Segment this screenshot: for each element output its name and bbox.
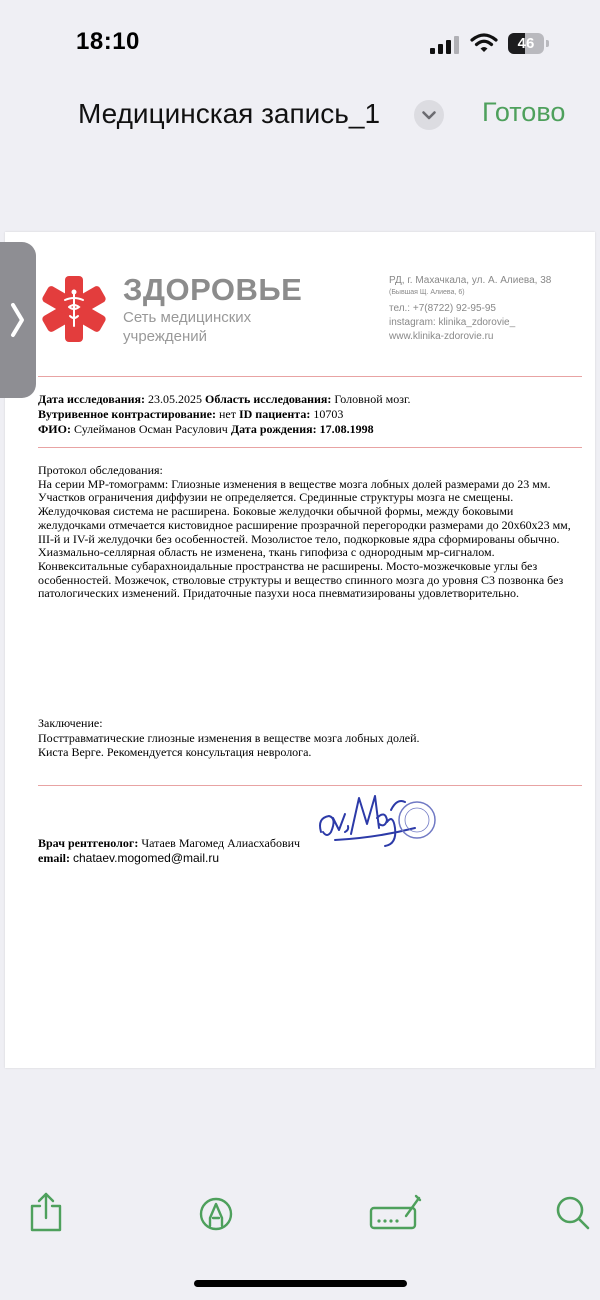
patient-info [38,392,411,437]
divider [38,785,582,786]
patient-name: Сулейманов Осман Расулович [73,422,228,436]
info-row [38,392,411,407]
brand-subtitle-line: учреждений [123,328,208,345]
protocol-line: особенностей. Мозжечок, стволовые структуры и вещество спинного мозга до уровня С3 позвонка без [38,572,564,587]
protocol-line: На серии МР-томограмм: Глиозные изменения в веществе мозга лобных долей размерами до 23 мм. [38,476,551,491]
document-page [5,232,595,1068]
medical-star-logo-icon [41,276,107,342]
birth-date-label: Дата рождения: [230,422,317,436]
divider [38,447,582,448]
clinic-address-note: (Бывшая Щ. Алиева, 6) [389,289,465,296]
markup-pen-icon [196,1190,236,1234]
doctor-section [38,836,300,866]
conclusion-title: Заключение: [38,716,103,730]
protocol-line: Конвекситальные субарахноидальные пространства не расширены. Мосто-мозжечковые углы без [38,558,538,573]
contrast-label: Вутривенное контрастирование: [38,407,216,421]
clinic-contacts [389,274,551,344]
clinic-phone: тел.: +7(8722) 92-95-95 [389,303,496,314]
protocol-line: Участков ограничения диффузии не определяется. Срединные структуры мозга не смещены. [38,490,514,505]
divider [38,376,582,377]
doctor-row [38,836,300,851]
chevron-down-icon [414,100,444,130]
bottom-toolbar [0,1190,600,1240]
protocol-line: патологических изменений. Придаточные пазухи носа пневматизированы удовлетворительно. [38,586,520,601]
conclusion-line: Киста Верге. Рекомендуется консультация невролога. [38,745,312,759]
conclusion-line: Посттравматические глиозные изменения в веществе мозга лобных долей. [38,730,420,745]
patient-id-label: ID пациента: [238,407,311,421]
signature-stamp-image [315,788,439,850]
birth-date: 17.08.1998 [319,422,374,436]
battery-tip [546,40,549,47]
protocol-line: Хиазмально-селлярная область не изменена, ткань гипофиза с однородным мр-сигналом. [38,545,495,560]
wifi-icon [470,32,498,54]
protocol-line: желудочками отмечается кистовидное расширение прозрачной перегородки размерами до 20х60х23 мм, [38,517,571,532]
protocol-section [38,464,578,601]
study-area-label: Область исследования: [205,392,332,406]
status-bar [0,0,600,80]
battery-icon [508,33,544,54]
chevron-right-icon [0,242,36,398]
title-menu-button[interactable] [414,100,444,130]
protocol-title: Протокол обследования: [38,463,163,477]
clinic-address: РД, г. Махачкала, ул. А. Алиева, 38 [389,275,552,286]
markup-button[interactable] [196,1190,236,1234]
share-icon [26,1190,66,1234]
study-date: 23.05.2025 [148,392,203,406]
battery-level: 46 [517,35,535,52]
signature-icon [368,1190,422,1234]
search-icon [552,1190,592,1234]
doctor-name: Чатаев Магомед Алиасхабович [141,836,301,850]
info-row [38,407,411,422]
share-button[interactable] [26,1190,66,1234]
cellular-signal-icon [430,36,460,54]
patient-id: 10703 [313,407,344,421]
conclusion-section [38,716,578,760]
signature-button[interactable] [368,1190,422,1234]
home-indicator[interactable] [194,1280,407,1287]
info-row [38,422,411,437]
done-button[interactable]: Готово [482,97,566,127]
search-button[interactable] [552,1190,592,1234]
email-row [38,851,300,866]
doctor-email: chataev.mogomed@mail.ru [73,851,220,865]
contrast-value: нет [218,407,236,421]
protocol-line: III-й и IV-й желудочки без особенностей. Мозолистое тело, подкорковые ядра сформированы обычно. [38,531,560,546]
brand-subtitle-line: Сеть медицинских [123,309,252,326]
brand-subtitle [123,308,251,346]
sidebar-toggle-button[interactable] [0,242,36,398]
patient-name-label: ФИО: [38,422,71,436]
status-time: 18:10 [76,28,140,55]
email-label: email: [38,851,70,865]
brand-name: ЗДОРОВЬЕ [123,272,303,307]
clinic-website: www.klinika-zdorovie.ru [389,331,494,342]
study-area: Головной мозг. [334,392,411,406]
study-date-label: Дата исследования: [38,392,146,406]
document-title[interactable]: Медицинская запись_1 [78,98,381,129]
clinic-instagram: instagram: klinika_zdorovie_ [389,317,516,328]
doctor-label: Врач рентгенолог: [38,836,139,850]
protocol-line: Желудочковая система не расширена. Боковые желудочки обычной формы, между боковыми [38,504,514,519]
